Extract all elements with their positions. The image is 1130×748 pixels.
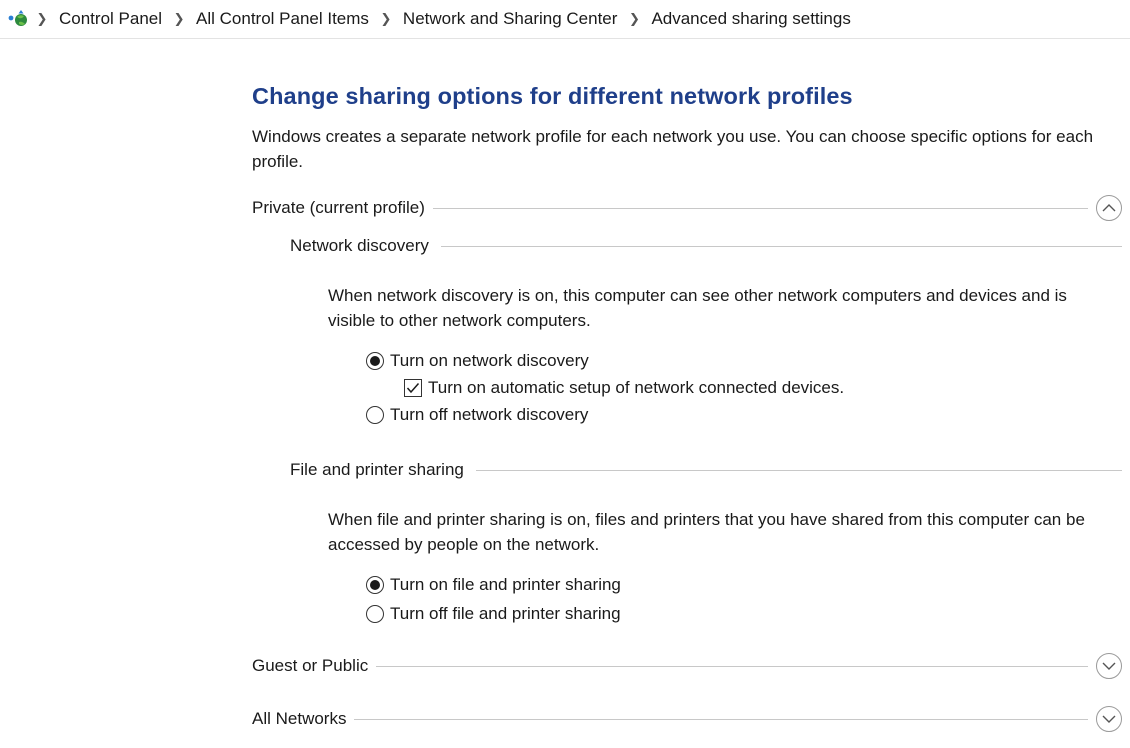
chevron-right-icon[interactable]: ❯ <box>173 11 185 26</box>
breadcrumb <box>0 0 1130 39</box>
profile-guest-label: Guest or Public <box>252 656 369 675</box>
file-printer-sharing-description: When file and printer sharing is on, files and printers that you have shared from this computer can be accessed by people on the network. <box>328 510 1085 554</box>
chevron-right-icon[interactable]: ❯ <box>380 11 392 26</box>
chevron-right-icon[interactable]: ❯ <box>36 11 48 26</box>
divider <box>476 470 1122 471</box>
network-discovery-description: When network discovery is on, this computer can see other network computers and devices and is visible to other network computers. <box>328 286 1067 330</box>
profile-private-header[interactable] <box>252 194 1122 222</box>
turn-off-network-discovery-radio[interactable] <box>366 405 588 425</box>
profile-private-label: Private (current profile) <box>252 198 425 217</box>
automatic-setup-checkbox[interactable] <box>404 378 844 398</box>
turn-off-file-printer-sharing-label: Turn off file and printer sharing <box>390 604 621 623</box>
page-intro: Windows creates a separate network profile for each network you use. You can choose specific options for each profile. <box>252 127 1094 171</box>
breadcrumb-advanced-sharing-settings[interactable]: Advanced sharing settings <box>651 9 851 28</box>
radio-unselected[interactable] <box>366 605 384 623</box>
file-printer-sharing-heading: File and printer sharing <box>290 460 464 479</box>
page-title: Change sharing options for different network profiles <box>252 83 853 109</box>
network-discovery-header <box>290 234 1122 258</box>
profile-guest-header[interactable] <box>252 652 1122 680</box>
network-discovery-heading: Network discovery <box>290 236 429 255</box>
turn-on-file-printer-sharing-label: Turn on file and printer sharing <box>390 575 621 594</box>
network-globe-icon[interactable] <box>5 7 31 31</box>
divider <box>441 246 1122 247</box>
turn-off-file-printer-sharing-radio[interactable] <box>366 604 621 624</box>
chevron-right-icon[interactable]: ❯ <box>628 11 640 26</box>
profile-all-networks-label: All Networks <box>252 709 347 728</box>
radio-selected[interactable] <box>366 576 384 594</box>
turn-on-network-discovery-radio[interactable] <box>366 351 589 371</box>
checkbox-checked[interactable] <box>404 379 422 397</box>
breadcrumb-control-panel[interactable]: Control Panel <box>59 9 163 28</box>
radio-selected[interactable] <box>366 352 384 370</box>
profile-all-networks-header[interactable] <box>252 705 1122 733</box>
divider <box>376 666 1088 667</box>
automatic-setup-label: Turn on automatic setup of network connected devices. <box>428 378 845 397</box>
file-printer-sharing-header <box>290 458 1122 482</box>
chevron-down-icon[interactable] <box>1096 653 1122 679</box>
breadcrumb-all-control-panel-items[interactable]: All Control Panel Items <box>196 9 369 28</box>
turn-on-file-printer-sharing-radio[interactable] <box>366 575 621 595</box>
radio-unselected[interactable] <box>366 406 384 424</box>
breadcrumb-network-sharing-center[interactable]: Network and Sharing Center <box>402 9 618 28</box>
turn-off-network-discovery-label: Turn off network discovery <box>390 405 589 424</box>
divider <box>354 719 1088 720</box>
turn-on-network-discovery-label: Turn on network discovery <box>390 351 589 370</box>
chevron-up-icon[interactable] <box>1096 195 1122 221</box>
chevron-down-icon[interactable] <box>1096 706 1122 732</box>
divider <box>433 208 1088 209</box>
checkmark-icon <box>406 382 420 394</box>
